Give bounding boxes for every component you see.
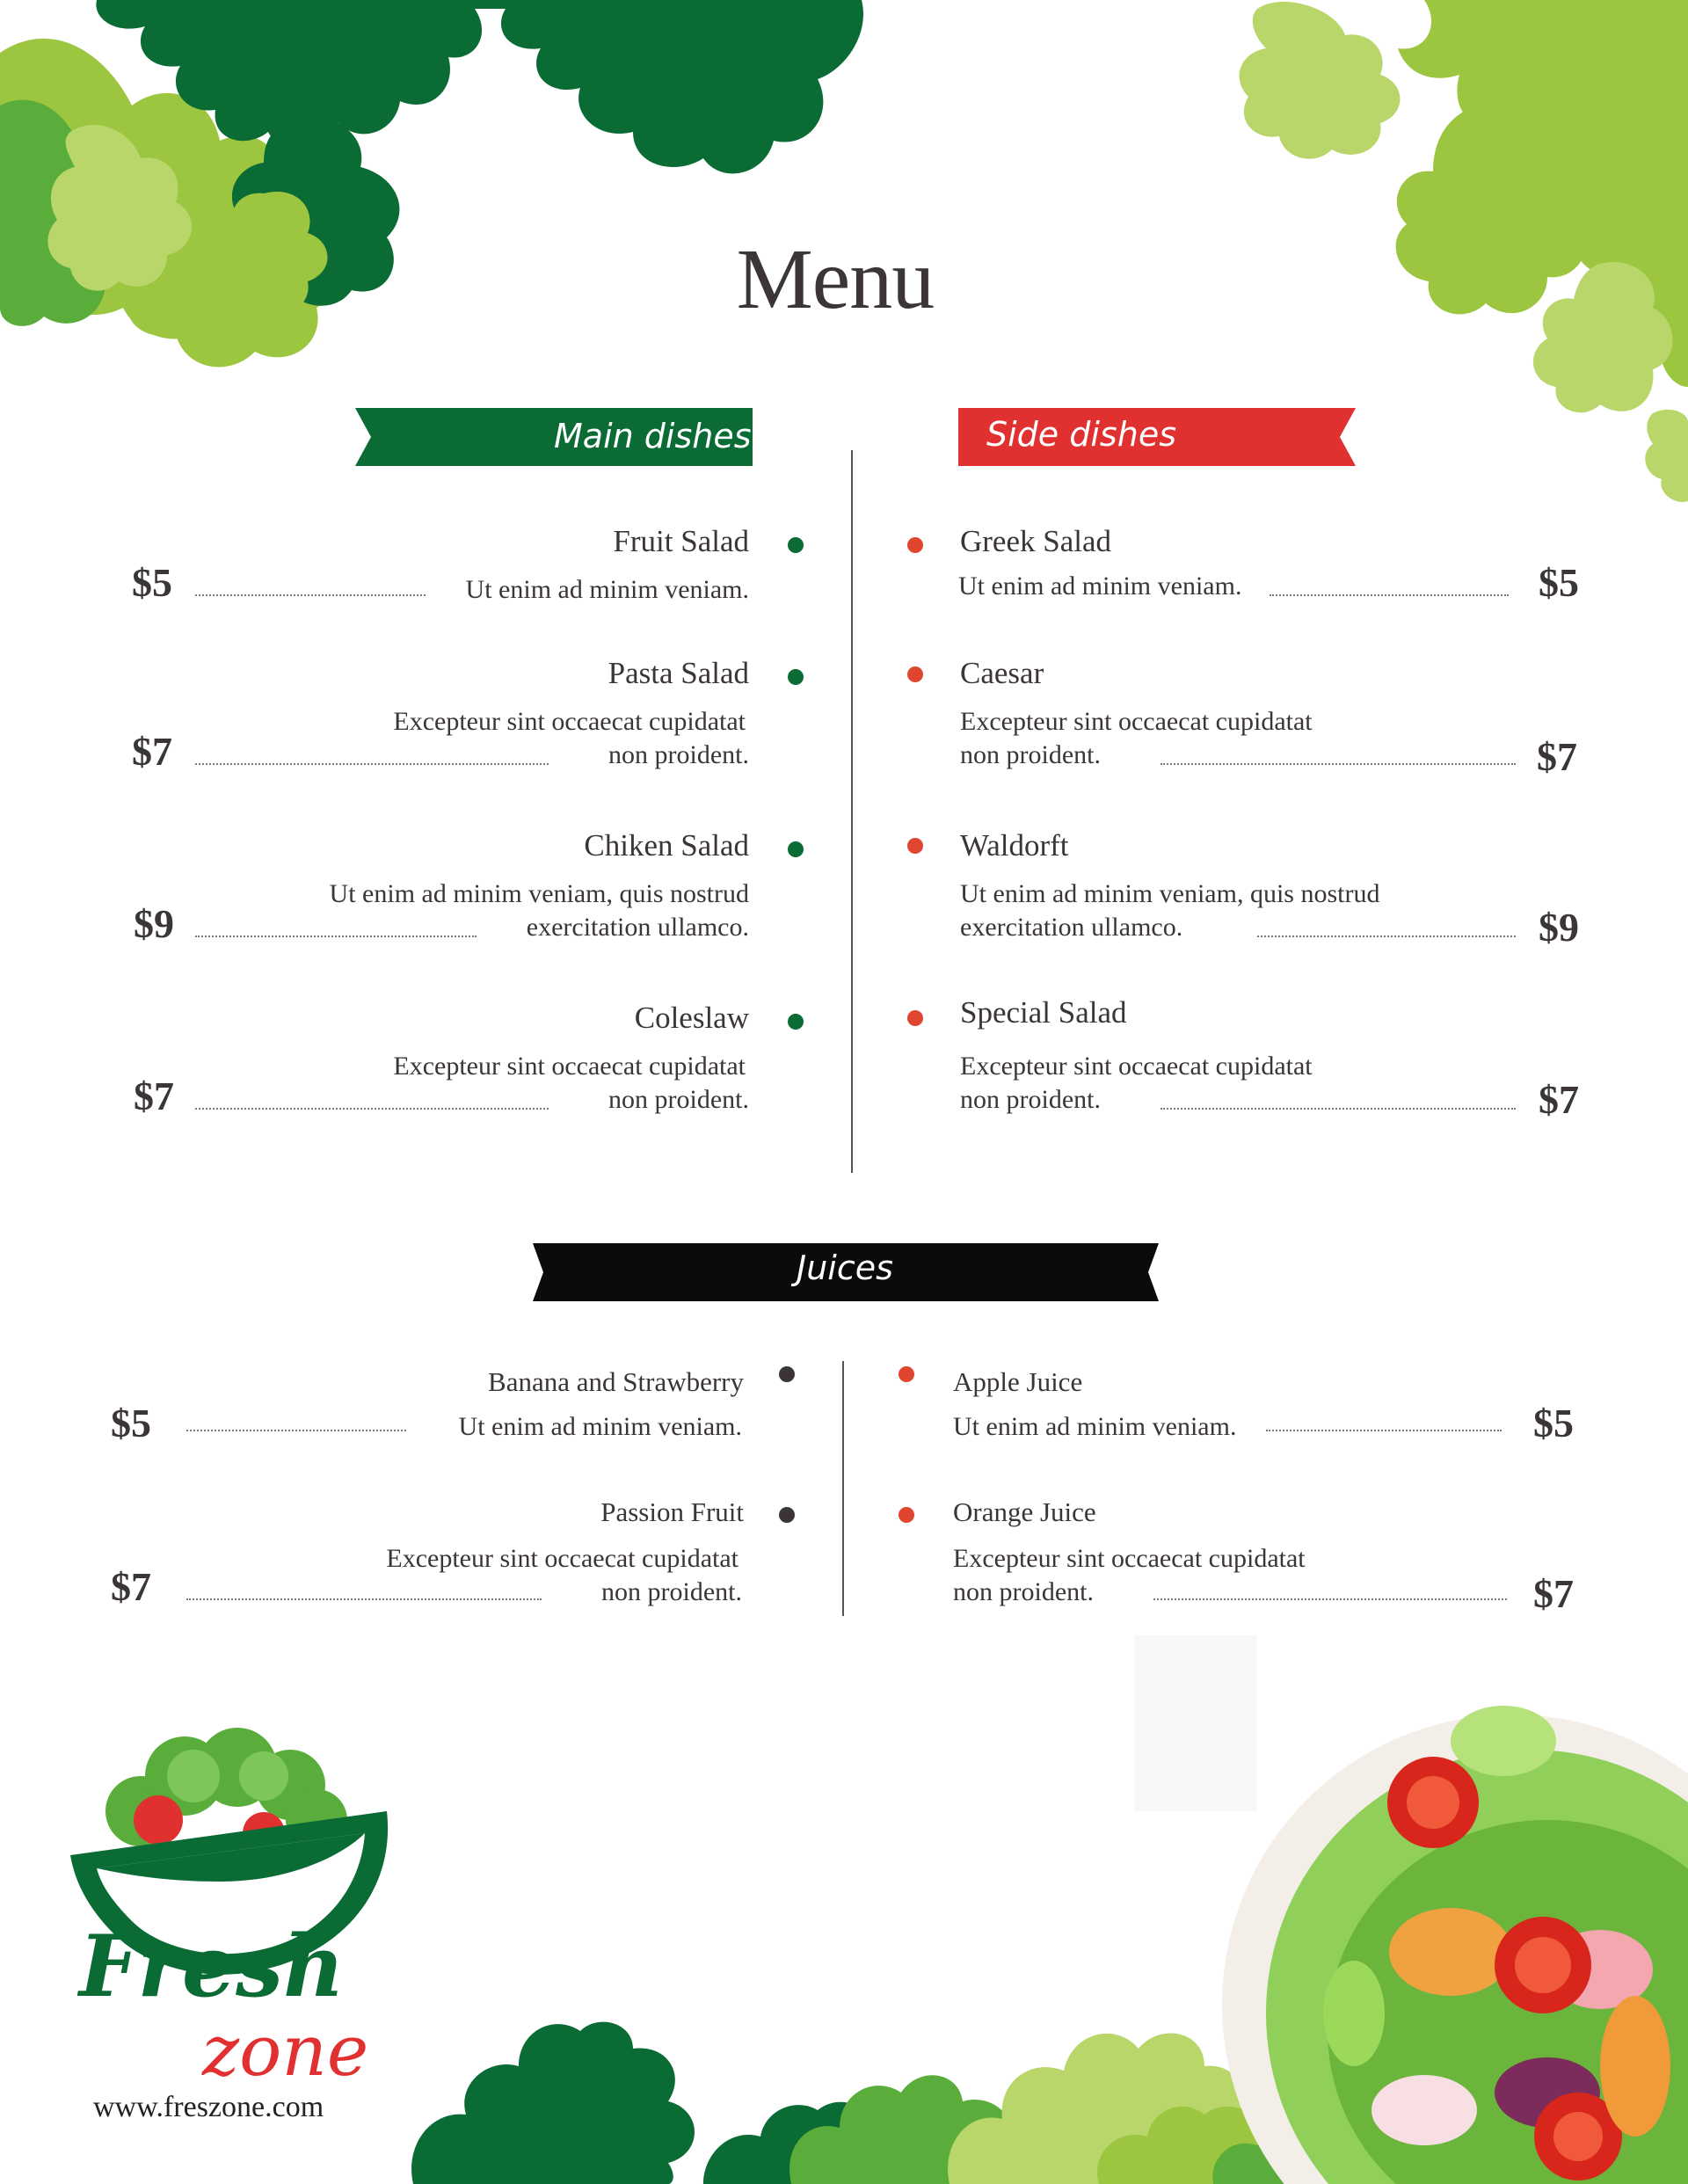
main-item-desc: Excepteur sint occaecat cupidatat [393,707,746,736]
side-item-desc: Ut enim ad minim veniam, quis nostrud [960,879,1380,908]
juice-item-desc: Ut enim ad minim veniam. [458,1412,742,1441]
juice-item-desc: Excepteur sint occaecat cupidatat [386,1544,738,1573]
main-dishes-heading: Main dishes [554,417,752,455]
juice-item-name: Orange Juice [953,1496,1096,1527]
main-item-price: $7 [132,729,172,774]
side-item-desc: non proident. [960,1085,1101,1114]
main-item-bullet [788,841,804,857]
price-leader [1257,935,1516,937]
juice-item-desc: non proident. [601,1577,742,1606]
logo-word-zone: zone [202,2010,369,2092]
side-item-name: Greek Salad [960,524,1112,558]
juice-item-desc: Excepteur sint occaecat cupidatat [953,1544,1306,1573]
side-item-desc: Excepteur sint occaecat cupidatat [960,707,1313,736]
main-item-desc: non proident. [608,740,749,769]
salad-bowl-image [1134,1635,1688,2184]
price-leader [186,1430,406,1431]
side-item-price: $7 [1539,1077,1579,1122]
price-leader [1153,1598,1507,1600]
main-item-desc: Ut enim ad minim veniam. [465,575,749,604]
tomato-icon [134,1795,183,1845]
juice-item-price: $7 [111,1564,151,1609]
footer-url: www.freszone.com [93,2091,324,2123]
main-item-desc: non proident. [608,1085,749,1114]
fresh-zone-logo [62,1714,404,2093]
main-item-price: $7 [134,1074,174,1118]
juice-item-bullet [899,1507,914,1523]
side-item-name: Caesar [960,656,1044,690]
main-item-name: Fruit Salad [613,524,749,558]
main-item-bullet [788,669,804,685]
price-leader [186,1598,542,1600]
side-item-bullet [907,666,923,682]
side-dishes-heading: Side dishes [986,415,1176,454]
main-item-bullet [788,1014,804,1030]
page-title: Menu [736,232,935,327]
side-item-name: Special Salad [960,995,1127,1030]
juice-item-price: $7 [1533,1571,1574,1616]
juice-item-bullet [779,1366,795,1382]
main-item-desc: Excepteur sint occaecat cupidatat [393,1052,746,1081]
side-item-bullet [907,537,923,553]
main-item-name: Chiken Salad [584,828,749,863]
logo-word-fresh: Fresh [79,1917,345,2016]
price-leader [1270,594,1509,596]
juice-item-desc: Ut enim ad minim veniam. [953,1412,1237,1441]
juice-item-desc: non proident. [953,1577,1094,1606]
price-leader [1160,1108,1516,1110]
side-item-bullet [907,838,923,854]
juices-heading: Juices [797,1249,893,1287]
side-item-desc: non proident. [960,740,1101,769]
price-leader [1160,763,1516,765]
juice-item-bullet [779,1507,795,1523]
juice-item-bullet [899,1366,914,1382]
juice-item-price: $5 [111,1401,151,1445]
main-item-desc: Ut enim ad minim veniam, quis nostrud [329,879,749,908]
column-divider [851,450,853,1173]
side-item-price: $5 [1539,560,1579,605]
side-item-desc: Excepteur sint occaecat cupidatat [960,1052,1313,1081]
side-item-desc: Ut enim ad minim veniam. [958,571,1242,601]
main-item-name: Coleslaw [634,1001,749,1035]
side-item-name: Waldorft [960,828,1069,863]
main-item-name: Pasta Salad [608,656,749,690]
main-item-bullet [788,537,804,553]
juice-item-price: $5 [1533,1401,1574,1445]
side-item-desc: exercitation ullamco. [960,913,1183,942]
price-leader [195,935,477,937]
main-item-desc: exercitation ullamco. [526,913,749,942]
price-leader [195,763,549,765]
side-item-bullet [907,1010,923,1026]
side-item-price: $7 [1537,734,1577,779]
juices-divider [842,1361,844,1616]
side-item-price: $9 [1539,905,1579,950]
juice-item-name: Passion Fruit [600,1496,744,1527]
juice-item-name: Banana and Strawberry [488,1366,744,1397]
price-leader [195,594,426,596]
main-item-price: $9 [134,901,174,946]
price-leader [195,1108,549,1110]
juice-item-name: Apple Juice [953,1366,1083,1397]
main-item-price: $5 [132,560,172,605]
price-leader [1266,1430,1502,1431]
